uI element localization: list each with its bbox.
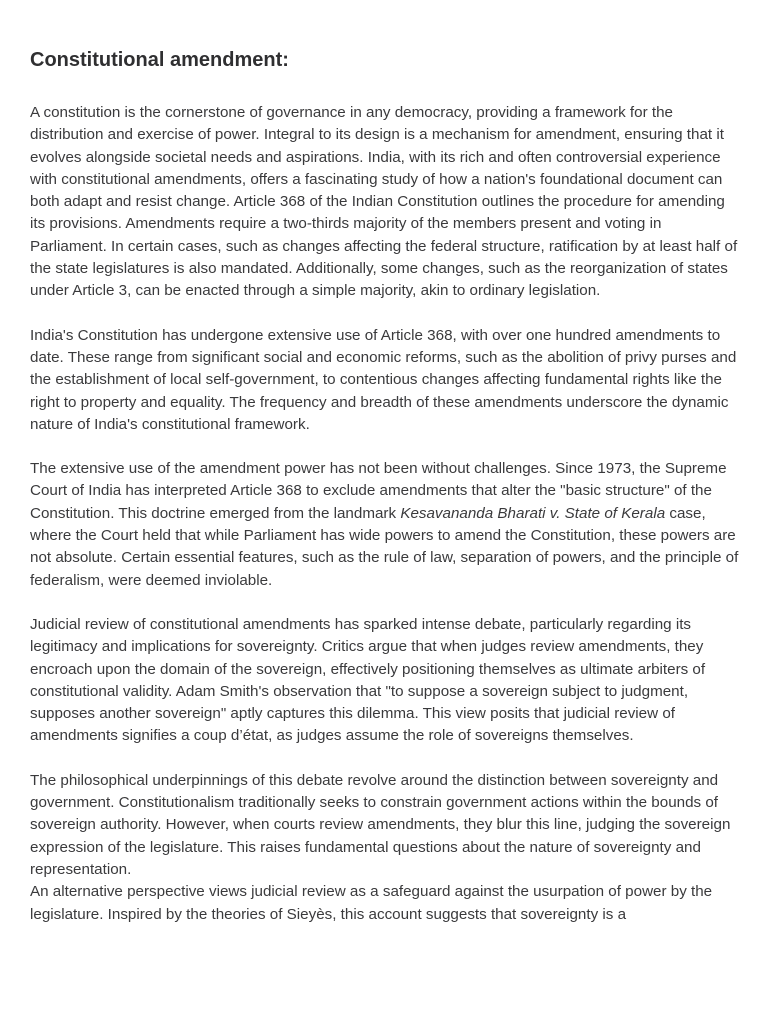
paragraph-basic-structure-part2: case, where the Court held that while Parliament has wide powers to amend the Constitution, these powers are not absolute. Certain essential features, such as the rule of law, separation of powers, and the principle of federalism, were deemed inviolable. xyxy=(30,504,739,589)
paragraph-intro: A constitution is the cornerstone of governance in any democracy, providing a framework for the distribution and exercise of power. Integral to its design is a mechanism for amendment, ensuring that it evolves alongside societal needs and aspirations. India, with its rich and often controversial experience with constitutional amendments, offers a fascinating study of how a nation's foundational document can both adapt and resist change. Article 368 of the Indian Constitution outlines the procedure for amending its provisions. Amendments require a two-thirds majority of the members present and voting in Parliament. In certain cases, such as changes affecting the federal structure, ratification by at least half of the state legislatures is also mandated. Additionally, some changes, such as the reorganization of states under Article 3, can be enacted through a simple majority, akin to ordinary legislation. xyxy=(30,104,738,300)
paragraph-amendment-usage: India's Constitution has undergone extensive use of Article 368, with over one hundred amendments to date. These range from significant social and economic reforms, such as the abolition of privy purses and the establishment of local self-government, to contentious changes affecting fundamental rights like the right to property and equality. The frequency and breadth of these amendments underscore the dynamic nature of India's constitutional framework. xyxy=(30,326,737,433)
paragraph-alternative-perspective: An alternative perspective views judicial review as a safeguard against the usurpation of power by the legislature. Inspired by the theories of Sieyès, this account suggests that sovereignty is a xyxy=(30,883,713,923)
paragraph-basic-structure xyxy=(30,458,740,592)
paragraph-judicial-review: Judicial review of constitutional amendments has sparked intense debate, particularly regarding its legitimacy and implications for sovereignty. Critics argue that when judges review amendments, they encroach upon the domain of the sovereign, effectively positioning themselves as ultimate arbiters of constitutional validity. Adam Smith's observation that "to suppose a sovereign subject to judgment, supposes another sovereign" aptly captures this dilemma. This view posits that judicial review of amendments signifies a coup d’état, as judges assume the role of sovereigns themselves. xyxy=(30,615,706,745)
page-title: Constitutional amendment: xyxy=(30,49,289,71)
case-name: Kesavananda Bharati v. State of Kerala xyxy=(400,504,666,522)
paragraph-philosophy: The philosophical underpinnings of this debate revolve around the distinction between sovereignty and government. Constitutionalism traditionally seeks to constrain government actions within the bounds of sovereign authority. However, when courts review amendments, they blur this line, judging the sovereign expression of the legislature. This raises fundamental questions about the nature of sovereignty and representation. xyxy=(30,771,731,878)
paragraph-basic-structure-part1: The extensive use of the amendment power has not been without challenges. Since 1973, the Supreme Court of India has interpreted Article 368 to exclude amendments that alter the "basic structure" of the Constitution. This doctrine emerged from the landmark xyxy=(30,460,727,522)
